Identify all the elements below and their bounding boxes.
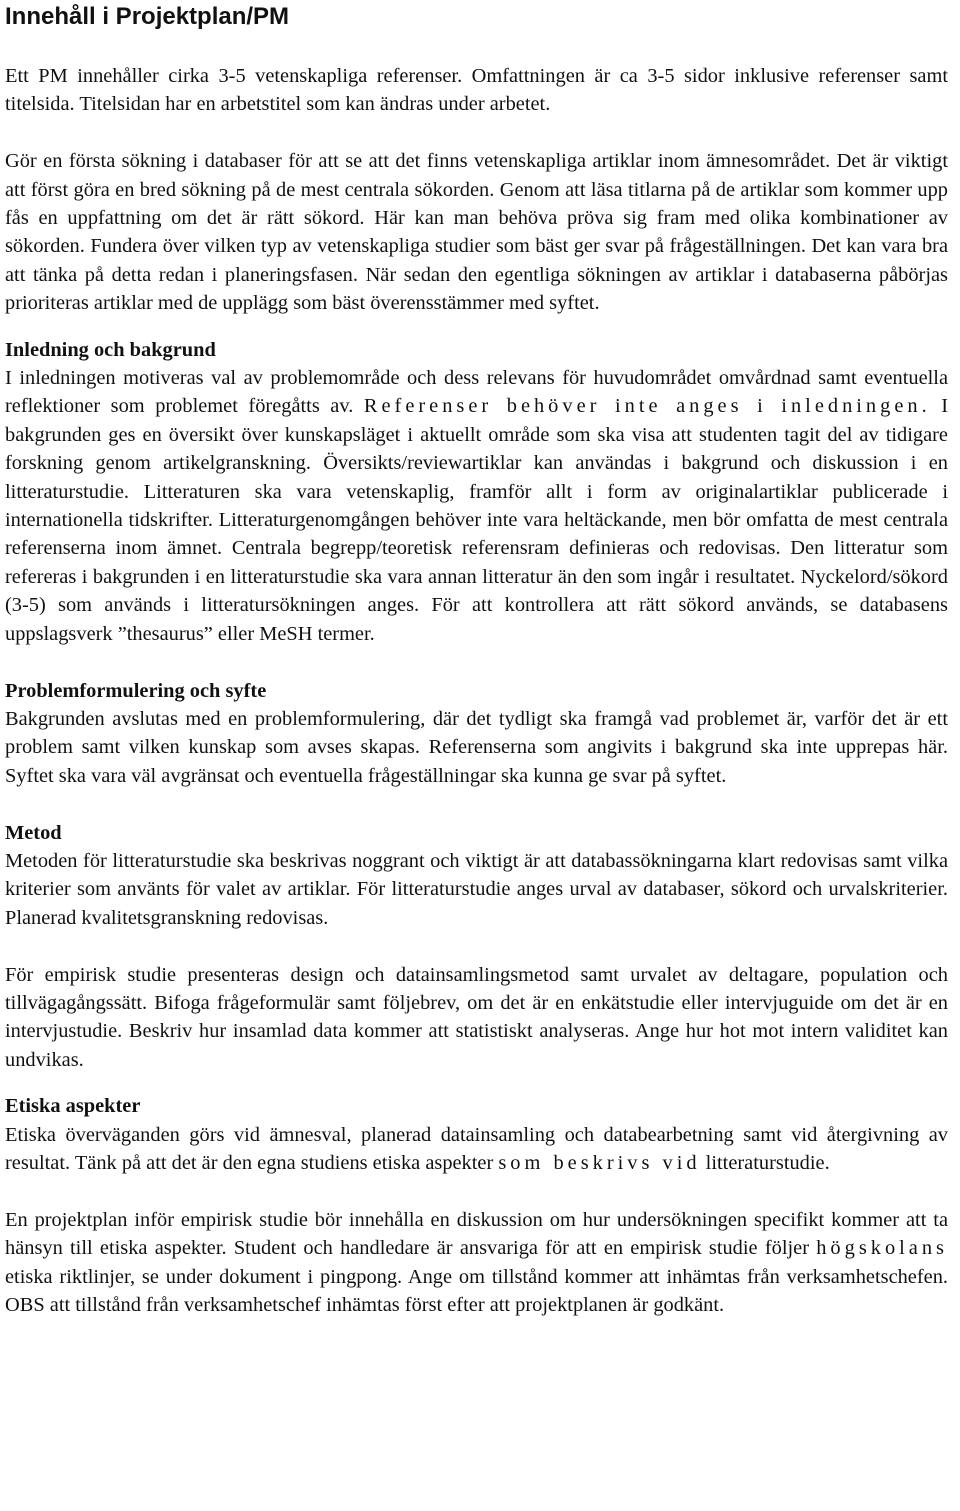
spacer	[5, 318, 948, 336]
etik-paragraph-2	[5, 1206, 948, 1320]
spacer	[5, 932, 948, 960]
inledning-text-b: I bakgrunden ges en översikt över kunskapsläget i aktuellt område som ska visa att studenten tagit del av tidigare forskning genom artikelgranskning. Översikts/reviewartiklar kan användas i bakgrund och diskussion i en litteraturstudie. Litteraturen ska vara vetenskaplig, framför allt i form av originalartiklar publicerade i internationella tidskrifter. Litteraturgenomgången behöver inte vara heltäckande, men bör omfatta de mest centrala referenserna inom ämnet. Centrala begrepp/teoretisk referensram definieras och redovisas. Den litteratur som refereras i bakgrunden i en litteraturstudie ska vara annan litteratur än den som ingår i resultatet. Nyckelord/sökord (3-5) som används i litteratursökningen anges. För att kontrollera att rätt sökord används, se databasens uppslagsverk ”thesaurus” eller MeSH termer.	[5, 395, 949, 645]
problem-paragraph: Bakgrunden avslutas med en problemformulering, där det tydligt ska framgå vad problemet är, varför det är ett problem samt vilken kunskap som avses skapas. Referenserna som angivits i bakgrund ska inte upprepas här. Syftet ska vara väl avgränsat och eventuella frågeställningar ska kunna ge svar på syftet.	[5, 707, 948, 787]
intro-paragraph-1: Ett PM innehåller cirka 3-5 vetenskapliga referenser. Omfattningen är ca 3-5 sidor inklusive referenser samt titelsida. Titelsidan har en arbetstitel som kan ändras under arbetet.	[5, 65, 948, 116]
metod-paragraph-1: Metoden för litteraturstudie ska beskrivas noggrant och viktigt är att databassökningarna klart redovisas samt vilka kriterier som använts för valet av artiklar. För litteraturstudie anges urval av databaser, sökord och urvalskriterier. Planerad kvalitetsgranskning redovisas.	[5, 849, 948, 929]
spacer	[5, 1074, 948, 1092]
spacer	[5, 119, 948, 147]
etik-text2-a: En projektplan inför empirisk studie bör innehålla en diskussion om hur undersökningen specifikt kommer att ta hänsyn till etiska aspekter. Student och handledare är ansvariga för att en empirisk studie följer	[5, 1208, 948, 1260]
etik-text2-spaced: högskolans	[816, 1237, 948, 1260]
section-heading-inledning: Inledning och bakgrund	[5, 338, 216, 361]
inledning-paragraph	[5, 364, 948, 648]
inledning-spaced-text: Referenser behöver inte anges i inledningen.	[363, 395, 931, 418]
spacer	[5, 648, 948, 676]
spacer	[5, 1177, 948, 1205]
etik-text2-b: etiska riktlinjer, se under dokument i pingpong. Ange om tillstånd kommer att inhämtas från verksamhetschefen. OBS att tillstånd från verksamhetschef inhämtas först efter att projektplanen är godkänt.	[5, 1265, 948, 1316]
etik-text1-a: Etiska överväganden görs vid ämnesval, planerad datainsamling och databearbetning samt vid återgivning av resultat. Tänk på att det är den egna studiens etiska aspekter	[5, 1123, 948, 1174]
section-heading-problem: Problemformulering och syfte	[5, 679, 267, 702]
metod-paragraph-2: För empirisk studie presenteras design och datainsamlingsmetod samt urvalet av deltagare, population och tillvägagångssätt. Bifoga frågeformulär samt följebrev, om det är en enkätstudie eller intervjuguide om det är en intervjustudie. Beskriv hur insamlad data kommer att statistiskt analyseras. Ange hur hot mot intern validitet kan undvikas.	[5, 963, 948, 1071]
etik-text1-b: litteraturstudie.	[700, 1151, 830, 1174]
section-heading-etik: Etiska aspekter	[5, 1095, 141, 1118]
spacer	[5, 32, 948, 62]
section-heading-metod: Metod	[5, 821, 62, 844]
intro-paragraph-2: Gör en första sökning i databaser för att se att det finns vetenskapliga artiklar inom ämnesområdet. Det är viktigt att först göra en bred sökning på de mest centrala sökorden. Genom att läsa titlarna på de artiklar som kommer upp fås en uppfattning om det är rätt sökord. Här kan man behöva pröva sig fram med olika kombinationer av sökorden. Fundera över vilken typ av vetenskapliga studier som bäst ger svar på frågeställningen. Det kan vara bra att tänka på detta redan i planeringsfasen. När sedan den egentliga sökningen av artiklar i databaserna påbörjas prioriteras artiklar med de upplägg som bäst överensstämmer med syftet.	[5, 150, 948, 315]
page-title: Innehåll i Projektplan/PM	[5, 3, 290, 30]
inledning-text-a: I inledningen motiveras val av problemområde och dess relevans för huvudområdet omvårdnad samt eventuella reflektioner som problemet föregåtts av.	[5, 367, 948, 418]
etik-paragraph-1	[5, 1121, 948, 1178]
spacer	[5, 790, 948, 818]
etik-text1-spaced: som beskrivs vid	[498, 1151, 701, 1174]
